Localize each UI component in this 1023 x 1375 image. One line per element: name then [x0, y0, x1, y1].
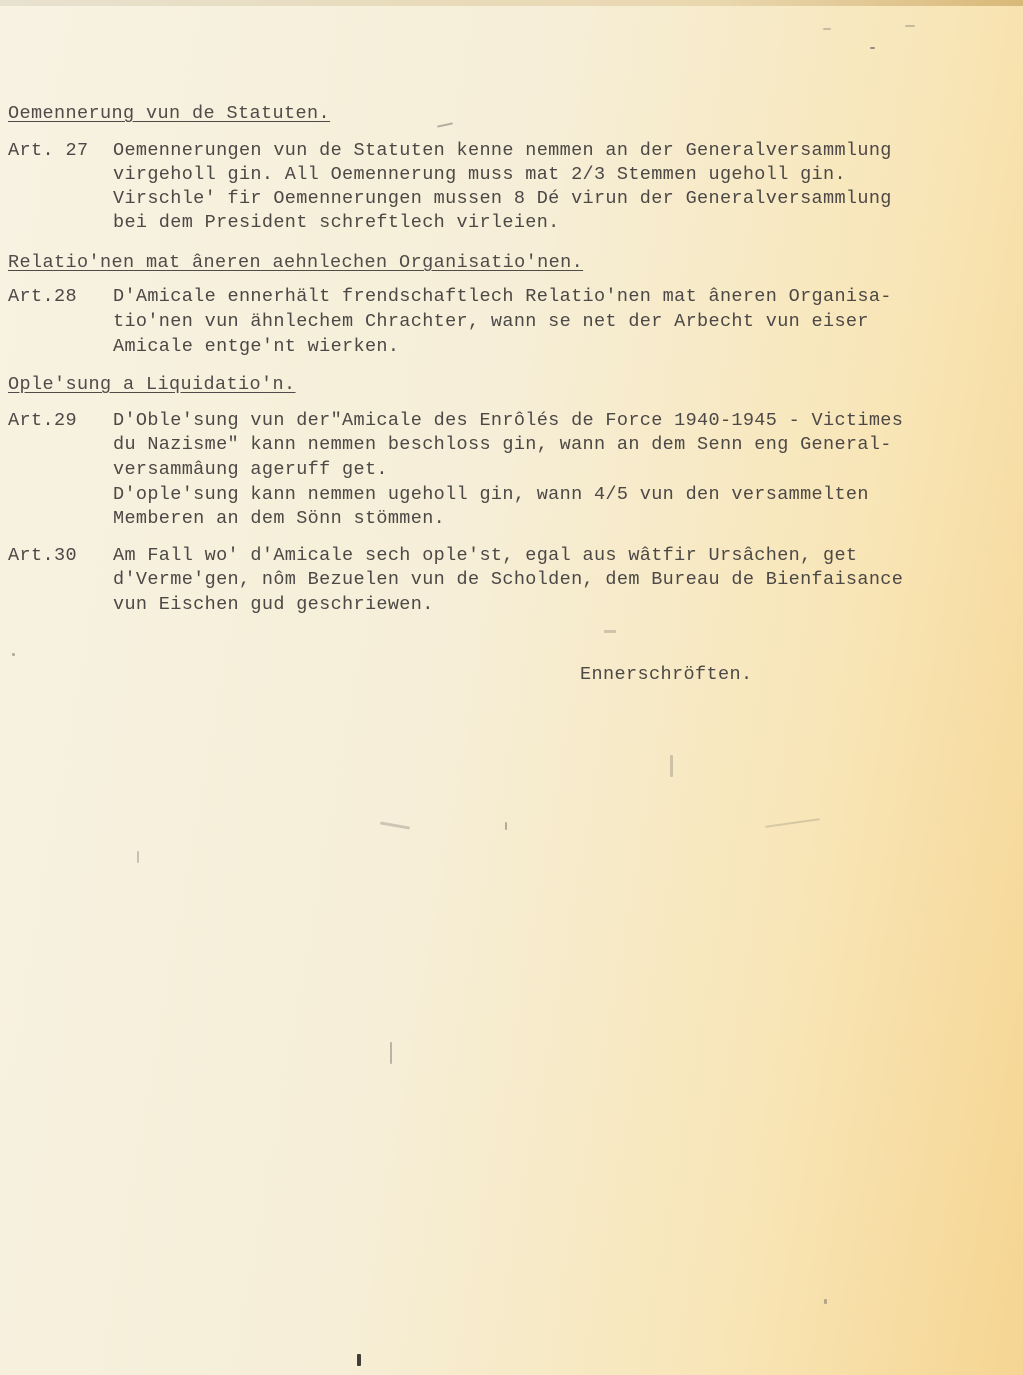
- scan-speck: [905, 25, 915, 27]
- article-number: Art.30: [8, 545, 78, 566]
- signatures-label: Ennerschröften.: [580, 664, 753, 685]
- article-text-line: D'Amicale ennerhält frendschaftlech Relatio'nen mat âneren Organisa-: [113, 286, 892, 307]
- heading-amendment-statutes: Oemennerung vun de Statuten.: [8, 103, 331, 124]
- article-text-line: vun Eischen gud geschriewen.: [113, 594, 434, 615]
- article-text-line: tio'nen vun ähnlechem Chrachter, wann se net der Arbecht vun eiser: [113, 311, 869, 332]
- scan-speck: [357, 1354, 361, 1366]
- article-text-line: Memberen an dem Sönn stömmen.: [113, 508, 446, 529]
- scan-speck: [765, 818, 820, 828]
- article-text-line: D'Oble'sung vun der"Amicale des Enrôlés de Force 1940-1945 - Victimes: [113, 410, 904, 431]
- article-text-line: Amicale entge'nt wierken.: [113, 336, 400, 357]
- article-number: Art. 27: [8, 140, 89, 161]
- heading-relations: Relatio'nen mat âneren aehnlechen Organisatio'nen.: [8, 252, 584, 273]
- article-text-line: Virschle' fir Oemennerungen mussen 8 Dé virun der Generalversammlung: [113, 188, 892, 209]
- article-text-line: D'ople'sung kann nemmen ugeholl gin, wann 4/5 vun den versammelten: [113, 484, 869, 505]
- scan-speck: [823, 28, 831, 30]
- scan-speck: [870, 47, 875, 49]
- scan-speck: [380, 821, 410, 829]
- scan-speck: [437, 122, 453, 127]
- page-top-edge: [0, 0, 1023, 6]
- article-number: Art.28: [8, 286, 78, 307]
- scan-speck: [505, 822, 507, 830]
- scan-speck: [12, 653, 15, 656]
- article-text-line: Am Fall wo' d'Amicale sech ople'st, egal aus wâtfir Ursâchen, get: [113, 545, 858, 566]
- article-text-line: du Nazisme" kann nemmen beschloss gin, wann an dem Senn eng General-: [113, 434, 892, 455]
- article-number: Art.29: [8, 410, 78, 431]
- heading-dissolution: Ople'sung a Liquidatio'n.: [8, 374, 296, 395]
- article-text-line: versammâung ageruff get.: [113, 459, 388, 480]
- article-text-line: bei dem President schreftlech virleien.: [113, 212, 560, 233]
- scan-speck: [390, 1042, 392, 1064]
- scan-speck: [824, 1299, 827, 1304]
- scan-speck: [137, 851, 139, 863]
- article-text-line: d'Verme'gen, nôm Bezuelen vun de Scholden, dem Bureau de Bienfaisance: [113, 569, 904, 590]
- article-text-line: virgeholl gin. All Oemennerung muss mat 2/3 Stemmen ugeholl gin.: [113, 164, 846, 185]
- scan-speck: [670, 755, 673, 777]
- article-text-line: Oemennerungen vun de Statuten kenne nemmen an der Generalversammlung: [113, 140, 892, 161]
- scan-speck: [604, 630, 616, 633]
